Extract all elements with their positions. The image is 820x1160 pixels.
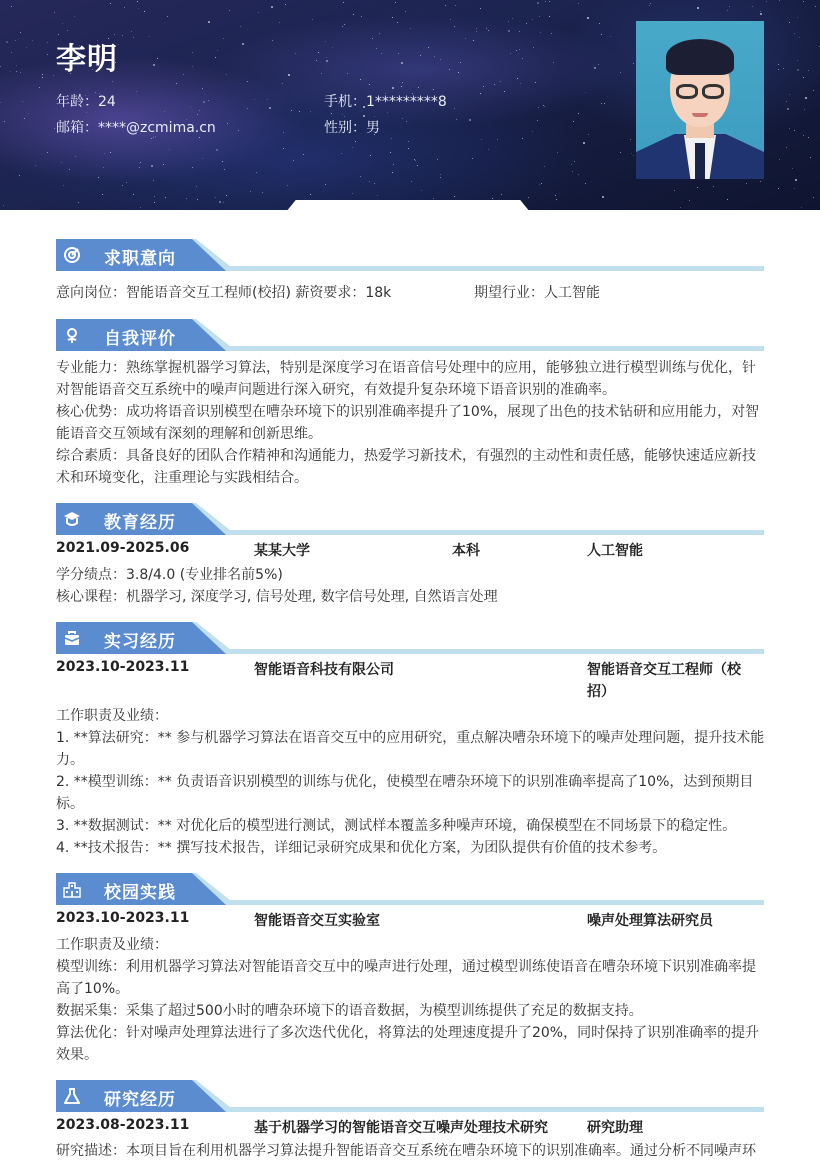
research-description: 研究描述：本项目旨在利用机器学习算法提升智能语音交互系统在嘈杂环境下的识别准确率。通过分析不同噪声环 <box>56 1143 756 1159</box>
internship-row <box>56 659 766 700</box>
section-title: 研究经历 <box>104 1090 176 1110</box>
research-period: 2023.08-2023.11 <box>56 1117 190 1133</box>
flask-icon <box>63 1087 81 1105</box>
campus-period: 2023.10-2023.11 <box>56 910 190 926</box>
research-row <box>56 1117 766 1139</box>
self-eval-paragraph: 专业能力：熟练掌握机器学习算法，特别是深度学习在语音信号处理中的应用，能够独立进行模型训练与优化，针对智能语音交互系统中的噪声问题进行深入研究，有效提升复杂环境下语音识别的准确率。 <box>56 360 756 398</box>
gender-field: 性别：男 <box>324 120 380 136</box>
campus-item: 数据采集：采集了超过500小时的嘈杂环境下的语音数据，为模型训练提供了充足的数据支持。 <box>56 1003 643 1019</box>
profile-photo <box>636 21 764 179</box>
self-eval-paragraph: 核心优势：成功将语音识别模型在嘈杂环境下的识别准确率提升了10%，展现了出色的技术钻研和应用能力，对智能语音交互领域有深刻的理解和创新思维。 <box>56 404 760 442</box>
briefcase-icon <box>63 629 81 647</box>
section-header-intent <box>56 239 764 271</box>
campus-org: 智能语音交互实验室 <box>254 913 380 929</box>
section-header-education <box>56 503 764 535</box>
education-period: 2021.09-2025.06 <box>56 540 190 556</box>
candidate-name: 李明 <box>56 42 118 77</box>
flower-icon <box>63 326 81 344</box>
self-eval-paragraph: 综合素质：具备良好的团队合作精神和沟通能力，热爱学习新技术，有强烈的主动性和责任感，能够快速适应新技术和环境变化，注重理论与实践相结合。 <box>56 448 756 486</box>
section-title: 教育经历 <box>104 513 176 533</box>
education-row <box>56 540 766 562</box>
section-header-internship <box>56 622 764 654</box>
internship-company: 智能语音科技有限公司 <box>254 662 394 678</box>
resume-header <box>0 0 820 210</box>
phone-field: 手机：1*********8 <box>324 94 447 110</box>
section-header-campus <box>56 873 764 905</box>
age-field: 年龄：24 <box>56 94 116 110</box>
internship-period: 2023.10-2023.11 <box>56 659 190 675</box>
education-gpa: 学分绩点：3.8/4.0 (专业排名前5%) <box>56 567 283 583</box>
section-title: 自我评价 <box>104 329 176 349</box>
internship-item: 3. **数据测试：** 对优化后的模型进行测试，测试样本覆盖多种噪声环境，确保模型在不同场景下的稳定性。 <box>56 818 737 834</box>
intent-industry: 期望行业：人工智能 <box>474 285 600 301</box>
section-title: 校园实践 <box>104 883 176 903</box>
research-project: 基于机器学习的智能语音交互噪声处理技术研究 <box>254 1120 548 1136</box>
internship-item: 1. **算法研究：** 参与机器学习算法在语音交互中的应用研究，重点解决嘈杂环境下的噪声处理问题，提升技术能力。 <box>56 730 765 768</box>
intent-position-salary: 意向岗位：智能语音交互工程师(校招) 薪资要求：18k <box>56 285 392 301</box>
campus-duties-label: 工作职责及业绩： <box>56 937 168 953</box>
internship-duties-label: 工作职责及业绩： <box>56 708 168 724</box>
building-icon <box>63 880 81 898</box>
education-major: 人工智能 <box>587 543 643 559</box>
email-field: 邮箱：****@zcmima.cn <box>56 120 216 136</box>
internship-item: 2. **模型训练：** 负责语音识别模型的训练与优化，使模型在嘈杂环境下的识别准确率提高了10%，达到预期目标。 <box>56 774 754 812</box>
header-notch-decoration <box>286 200 530 210</box>
target-icon <box>63 246 81 264</box>
research-role: 研究助理 <box>587 1120 643 1136</box>
campus-item: 算法优化：针对噪声处理算法进行了多次迭代优化，将算法的处理速度提升了20%，同时保持了识别准确率的提升效果。 <box>56 1025 760 1063</box>
section-title: 求职意向 <box>104 249 176 269</box>
section-header-self-eval <box>56 319 764 351</box>
education-courses: 核心课程：机器学习, 深度学习, 信号处理, 数字信号处理, 自然语言处理 <box>56 589 498 605</box>
education-school: 某某大学 <box>254 543 310 559</box>
section-title: 实习经历 <box>104 632 176 652</box>
section-header-research <box>56 1080 764 1112</box>
internship-item: 4. **技术报告：** 撰写技术报告，详细记录研究成果和优化方案，为团队提供有价值的技术参考。 <box>56 840 667 856</box>
campus-role: 噪声处理算法研究员 <box>587 913 713 929</box>
campus-item: 模型训练：利用机器学习算法对智能语音交互中的噪声进行处理，通过模型训练使语音在嘈杂环境下识别准确率提高了10%。 <box>56 959 756 997</box>
education-degree: 本科 <box>452 543 480 559</box>
internship-role: 智能语音交互工程师（校招） <box>587 662 741 700</box>
graduation-cap-icon <box>63 510 81 528</box>
campus-row <box>56 910 766 932</box>
